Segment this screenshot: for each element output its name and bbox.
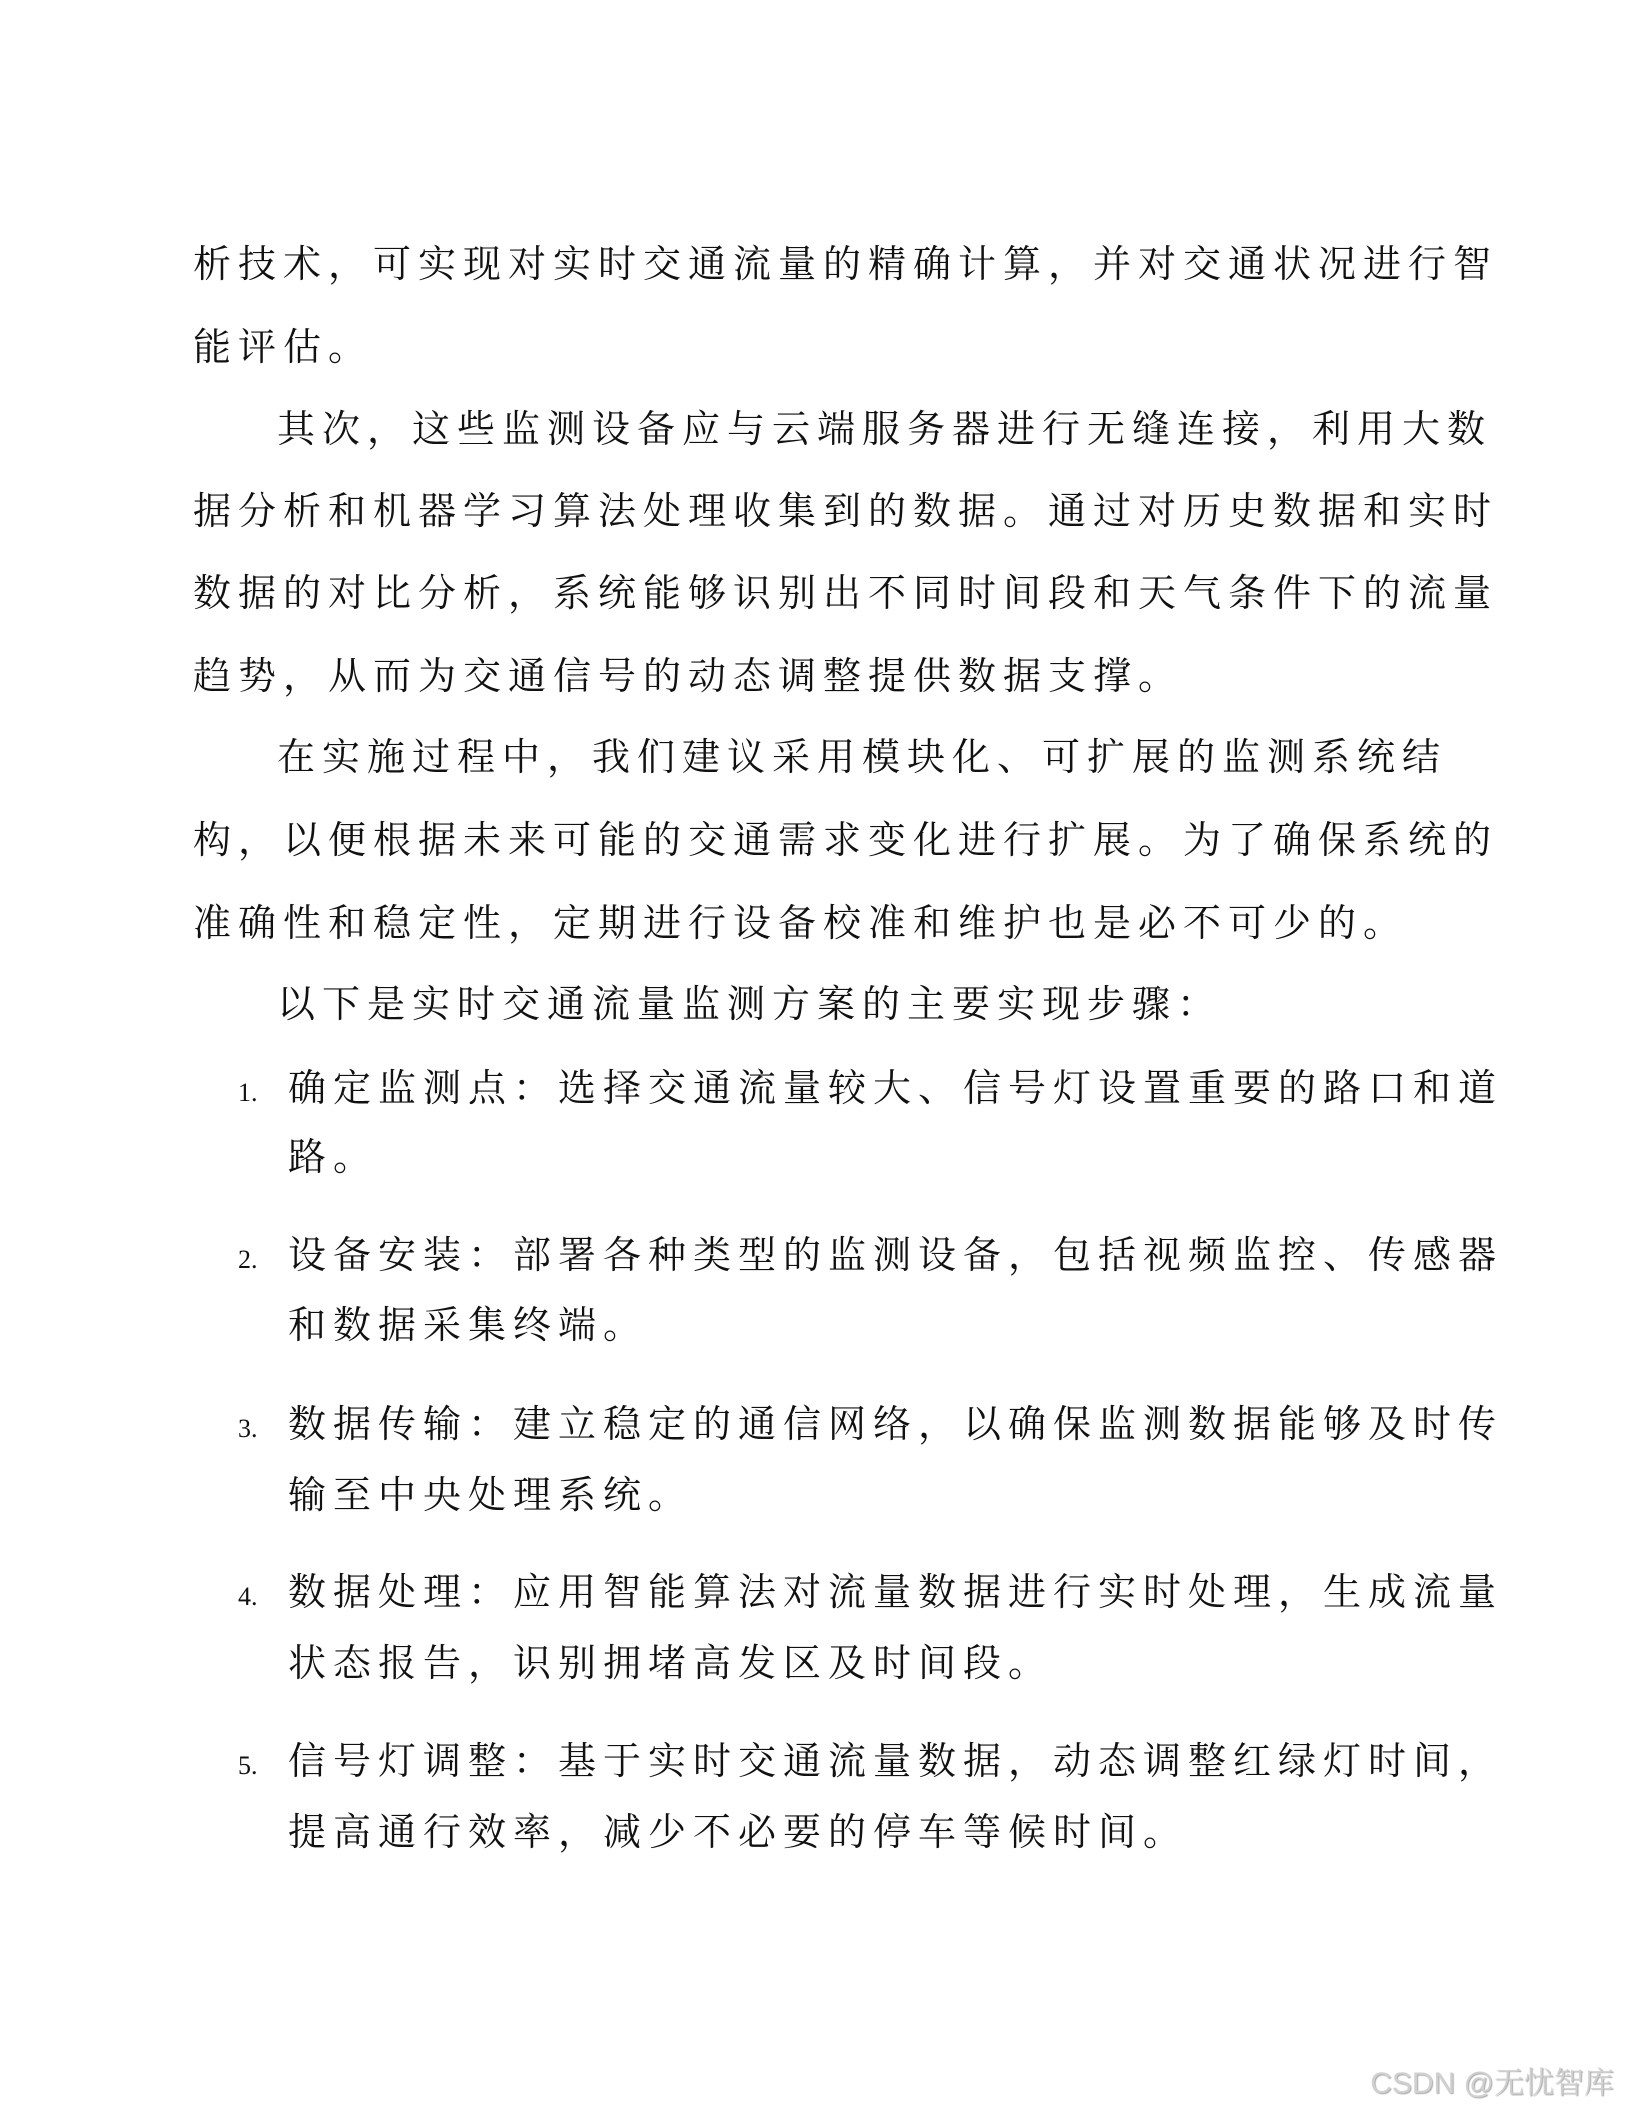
step-line: 输至中央处理系统。 <box>288 1473 694 1517</box>
step-line: 和数据采集终端。 <box>288 1303 649 1347</box>
step-number: 4. <box>238 1582 258 1611</box>
paragraph-line: 构，以便根据未来可能的交通需求变化进行扩展。为了确保系统的 <box>193 818 1499 862</box>
paragraph-line: 在实施过程中，我们建议采用模块化、可扩展的监测系统结 <box>277 735 1448 779</box>
step-line: 状态报告，识别拥堵高发区及时间段。 <box>288 1641 1054 1685</box>
paragraph-line: 数据的对比分析，系统能够识别出不同时间段和天气条件下的流量 <box>193 571 1499 615</box>
step-line: 数据传输：建立稳定的通信网络，以确保监测数据能够及时传 <box>288 1402 1504 1446</box>
paragraph-line: 其次，这些监测设备应与云端服务器进行无缝连接，利用大数 <box>277 407 1493 451</box>
paragraph-line: 据分析和机器学习算法处理收集到的数据。通过对历史数据和实时 <box>193 489 1499 533</box>
paragraph-line: 析技术，可实现对实时交通流量的精确计算，并对交通状况进行智 <box>193 242 1499 286</box>
paragraph-line: 准确性和稳定性，定期进行设备校准和维护也是必不可少的。 <box>193 901 1409 945</box>
step-line: 路。 <box>288 1135 379 1179</box>
step-line: 信号灯调整：基于实时交通流量数据，动态调整红绿灯时间， <box>288 1739 1504 1783</box>
step-number: 1. <box>238 1078 258 1107</box>
step-number: 2. <box>238 1245 258 1274</box>
step-line: 设备安装：部署各种类型的监测设备，包括视频监控、传感器 <box>288 1233 1504 1277</box>
step-line: 数据处理：应用智能算法对流量数据进行实时处理，生成流量 <box>288 1570 1504 1614</box>
step-line: 提高通行效率，减少不必要的停车等候时间。 <box>288 1810 1189 1854</box>
step-number: 3. <box>238 1414 258 1443</box>
step-line: 确定监测点：选择交通流量较大、信号灯设置重要的路口和道 <box>288 1066 1504 1110</box>
paragraph-line: 趋势，从而为交通信号的动态调整提供数据支撑。 <box>193 654 1184 698</box>
paragraph-line: 能评估。 <box>193 325 374 369</box>
watermark: CSDN @无忧智库 <box>1370 2067 1614 2100</box>
paragraph-line: 以下是实时交通流量监测方案的主要实现步骤： <box>277 982 1223 1026</box>
step-number: 5. <box>238 1751 258 1780</box>
